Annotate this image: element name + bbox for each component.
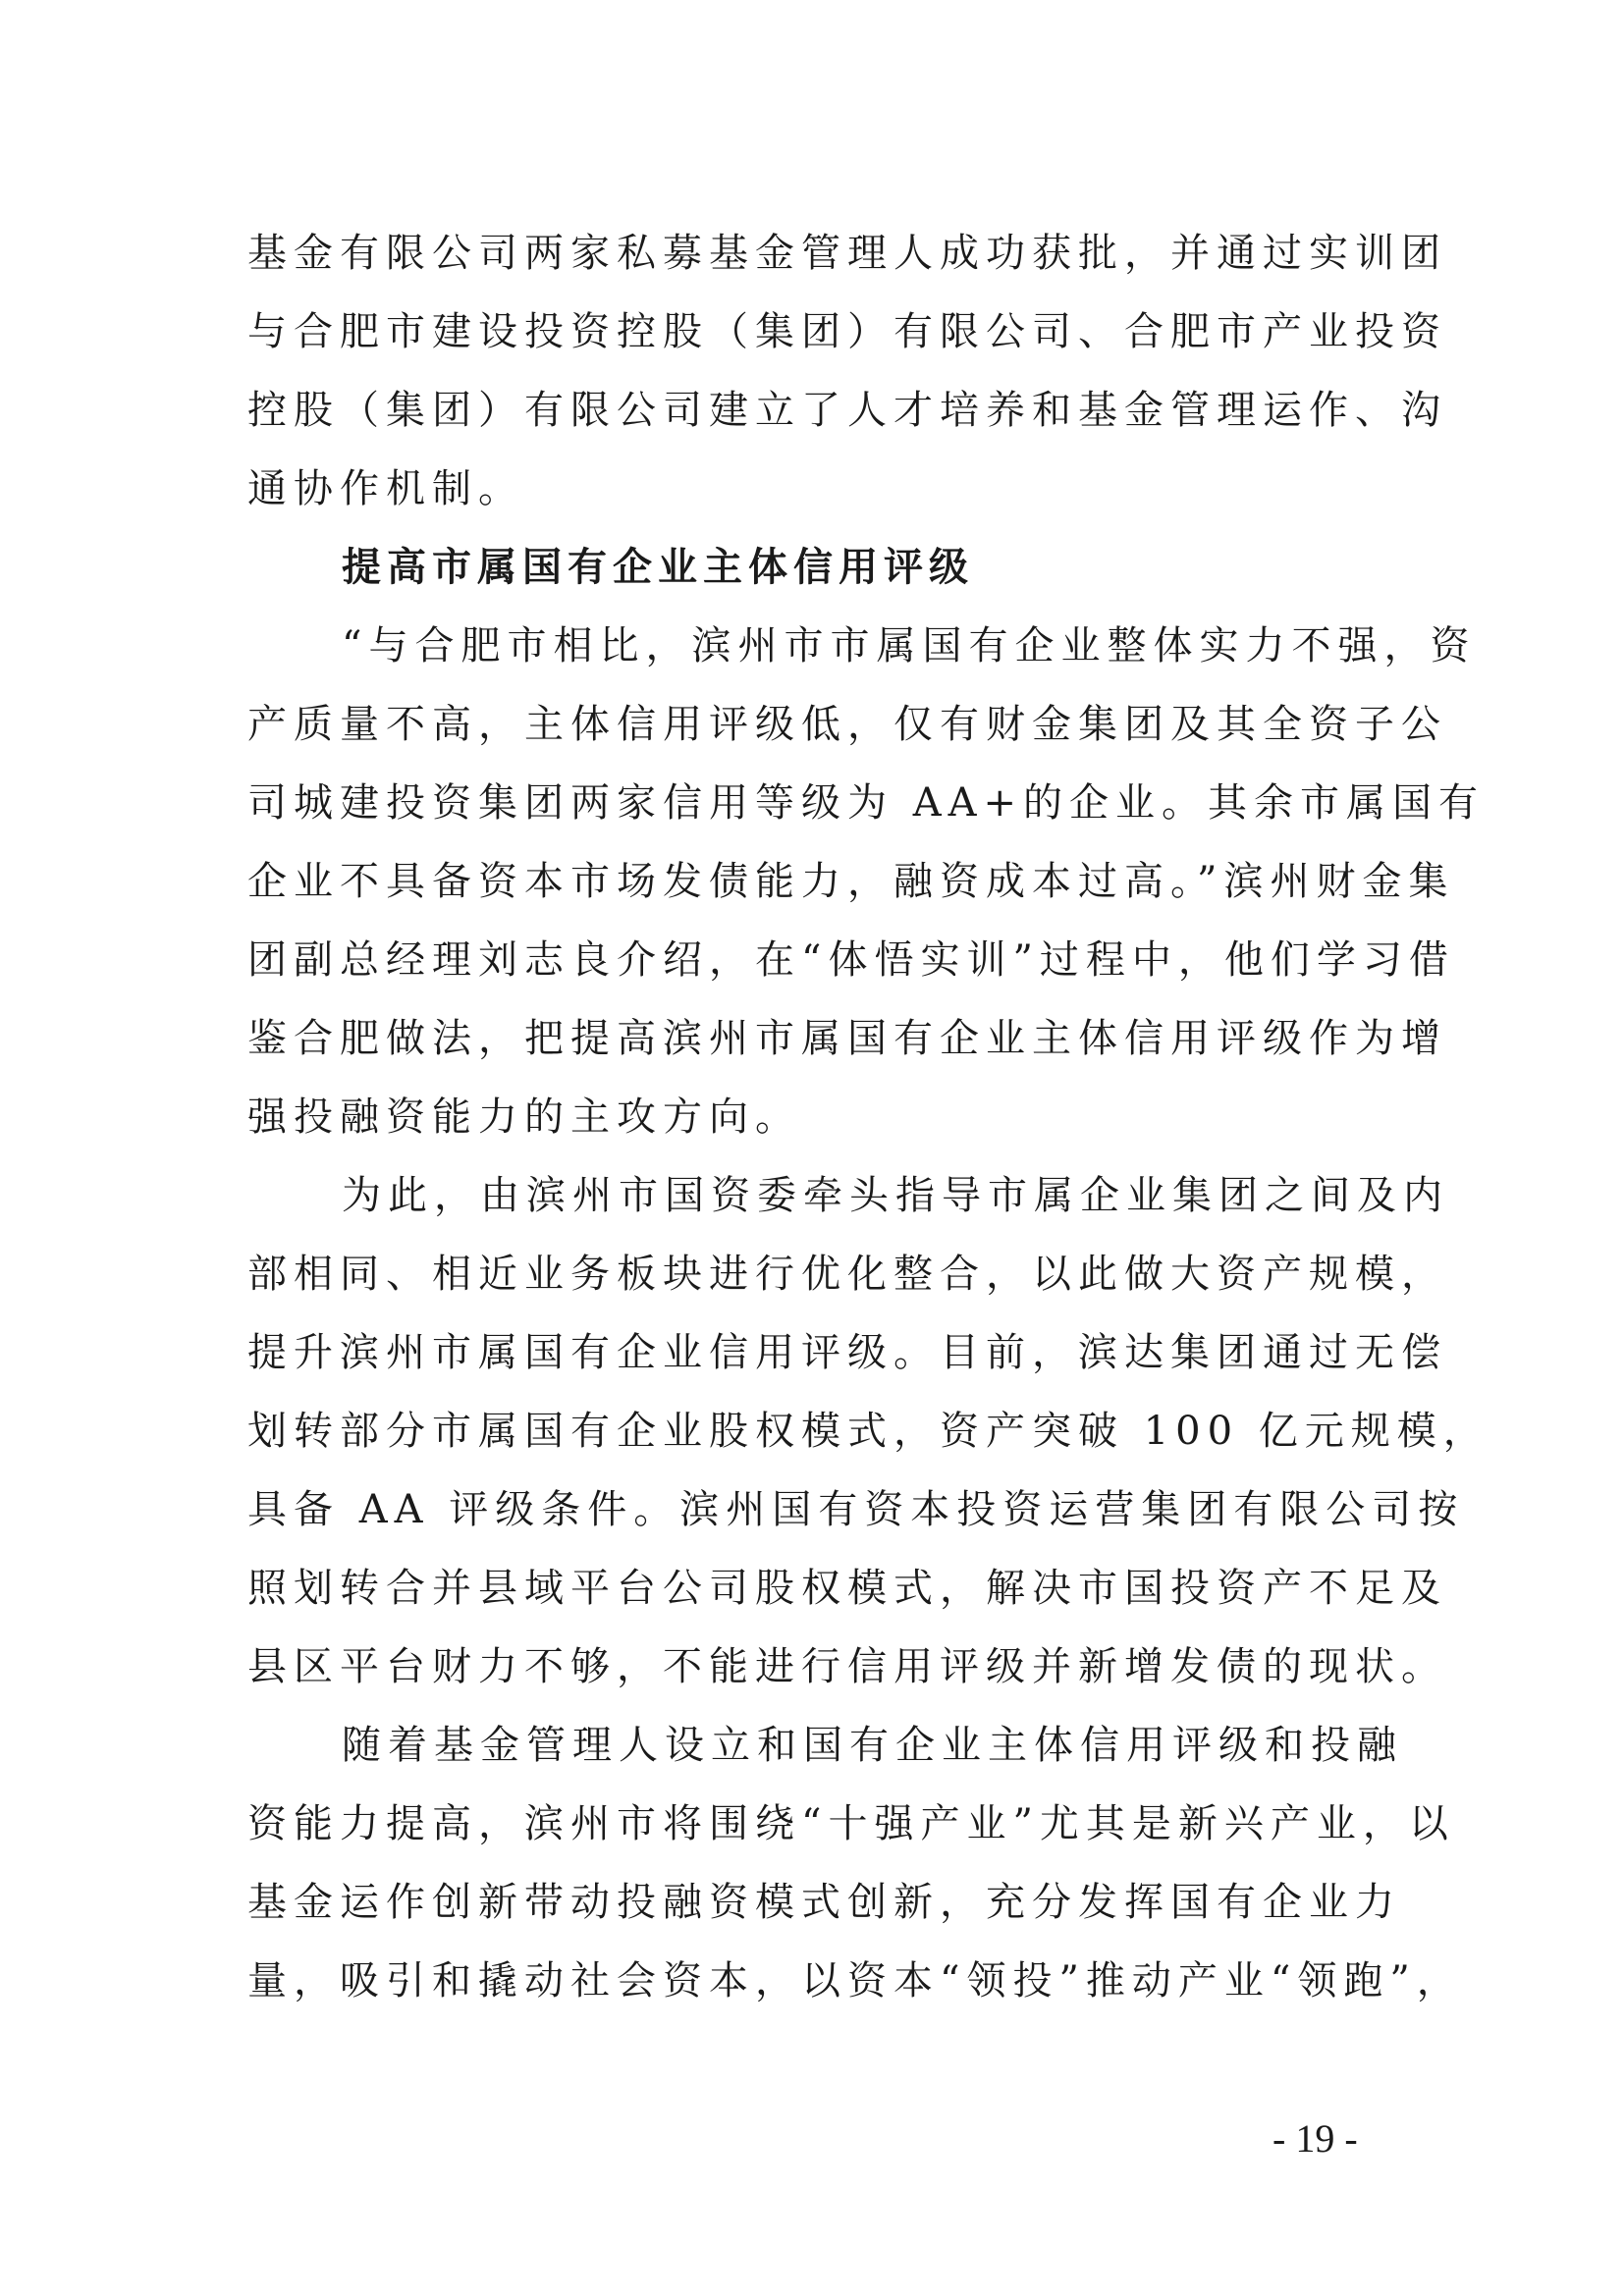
text-line: 具备 AA 评级条件。滨州国有资本投资运营集团有限公司按 (247, 1487, 1465, 1532)
text-line: 随着基金管理人设立和国有企业主体信用评级和投融 (342, 1723, 1403, 1768)
text-line: 划转部分市属国有企业股权模式，资产突破 100 亿元规模， (247, 1409, 1489, 1454)
text-line: 照划转合并县域平台公司股权模式，解决市国投资产不足及 (247, 1566, 1447, 1611)
section-heading: 提高市属国有企业主体信用评级 (342, 545, 974, 590)
text-line: 基金运作创新带动投融资模式创新，充分发挥国有企业力 (247, 1880, 1401, 1925)
text-line: 资能力提高，滨州市将围绕“十强产业”尤其是新兴产业，以 (247, 1801, 1455, 1846)
text-line: 县区平台财力不够，不能进行信用评级并新增发债的现状。 (247, 1644, 1447, 1689)
text-line: 基金有限公司两家私募基金管理人成功获批，并通过实训团 (247, 231, 1447, 276)
text-line: 企业不具备资本市场发债能力，融资成本过高。”滨州财金集 (247, 859, 1455, 904)
text-line: 强投融资能力的主攻方向。 (247, 1095, 801, 1140)
text-line: 通协作机制。 (247, 466, 524, 511)
text-line: 司城建投资集团两家信用等级为 AA+的企业。其余市属国有 (247, 780, 1486, 826)
text-line: 为此，由滨州市国资委牵头指导市属企业集团之间及内 (342, 1173, 1449, 1218)
page-number: - 19 - (1272, 2116, 1358, 2161)
text-line: 提升滨州市属国有企业信用评级。目前，滨达集团通过无偿 (247, 1330, 1447, 1375)
text-line: 鉴合肥做法，把提高滨州市属国有企业主体信用评级作为增 (247, 1016, 1447, 1061)
text-line: 产质量不高，主体信用评级低，仅有财金集团及其全资子公 (247, 702, 1447, 747)
text-line: 量，吸引和撬动社会资本，以资本“领投”推动产业“领跑”， (247, 1958, 1463, 2003)
text-line: 控股（集团）有限公司建立了人才培养和基金管理运作、沟 (247, 388, 1447, 433)
text-line: 团副总经理刘志良介绍，在“体悟实训”过程中，他们学习借 (247, 937, 1455, 983)
body-text (247, 214, 1489, 2020)
text-line: 与合肥市建设投资控股（集团）有限公司、合肥市产业投资 (247, 309, 1447, 354)
text-line: “与合肥市相比，滨州市市属国有企业整体实力不强，资 (342, 623, 1477, 668)
text-line: 部相同、相近业务板块进行优化整合，以此做大资产规模， (247, 1252, 1447, 1297)
